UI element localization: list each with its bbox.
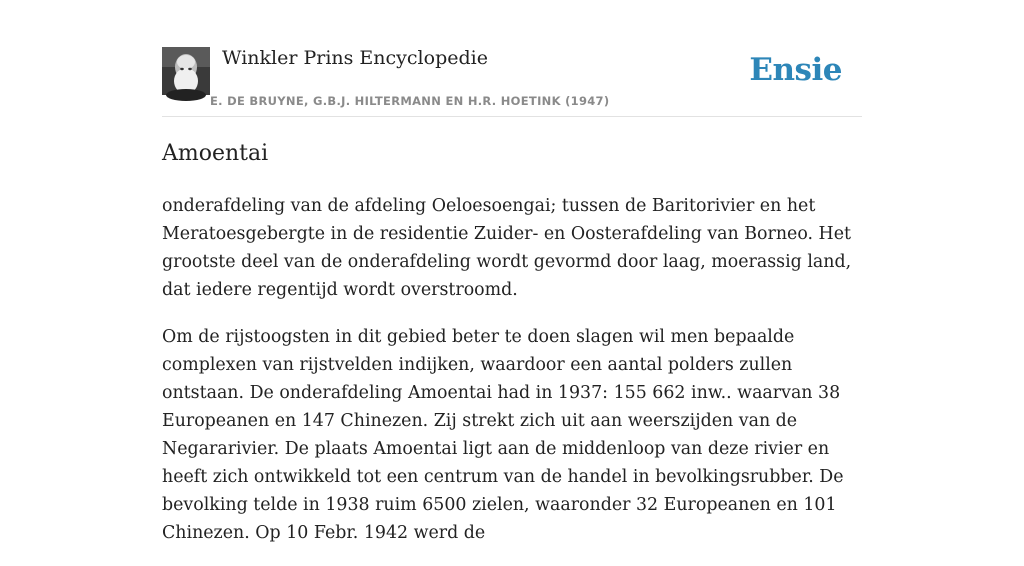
site-title[interactable]: Winkler Prins Encyclopedie: [222, 47, 488, 69]
article-paragraph: onderafdeling van de afdeling Oeloesoengai; tussen de Baritorivier en het Meratoesgebergte in de residentie Zuider- en Oosterafdeling van Borneo. Het grootste deel van de onderafdeling wordt gevormd door laag, moerassig land, dat iedere regentijd wordt overstroomd.: [162, 196, 852, 300]
article-title: Amoentai: [162, 141, 269, 166]
authors-credit: E. DE BRUYNE, G.B.J. HILTERMANN EN H.R. HOETINK (1947): [210, 94, 610, 108]
site-header: [162, 46, 862, 117]
brand-logo[interactable]: Ensie: [749, 52, 842, 88]
author-portrait: [162, 47, 210, 95]
article-body: [162, 192, 862, 566]
article-paragraph: Om de rijstoogsten in dit gebied beter te doen slagen wil men bepaalde complexen van rijstvelden indijken, waardoor een aantal polders zullen ontstaan. De onderafdeling Amoentai had in 1937: 155 662 inw.. waarvan 38 Europeanen en 147 Chinezen. Zij strekt zich uit aan weerszijden van de Negararivier. De plaats Amoentai ligt aan de middenloop van deze rivier en heeft zich ontwikkeld tot een centrum van de handel in bevolkingsrubber. De bevolking telde in 1938 ruim 6500 zielen, waaronder 32 Europeanen en 101 Chinezen. Op 10 Febr. 1942 werd de: [162, 327, 844, 543]
